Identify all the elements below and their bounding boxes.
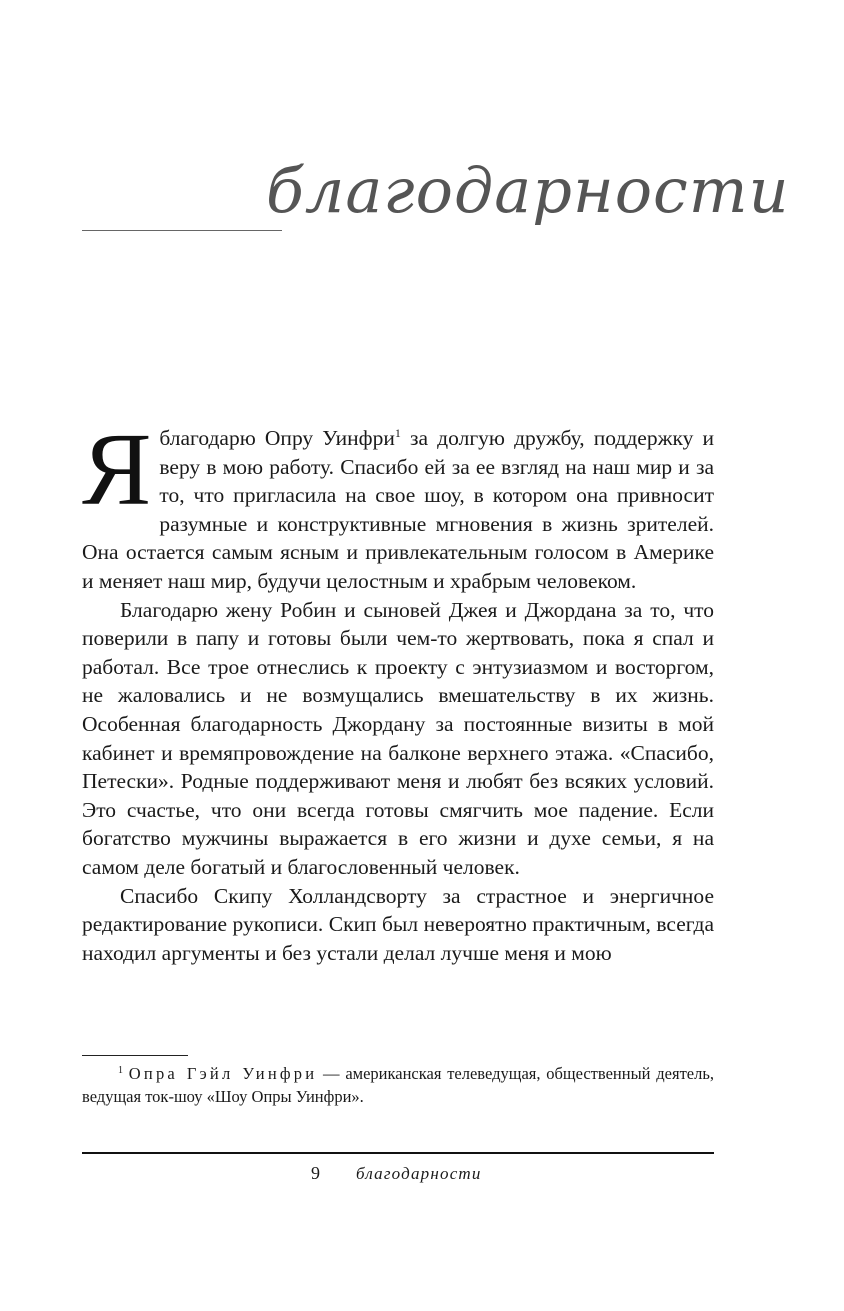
footer-rule bbox=[82, 1152, 714, 1154]
paragraph-2: Благодарю жену Робин и сыновей Джея и Джордана за то, что поверили в папу и готовы были чем-то жертвовать, пока я спал и работал. Все трое отнеслись к проекту с энтузиазмом и восторгом, не жаловались и не возмущались вмешательству в их жизнь. Особенная благодарность Джордану за постоянные визиты в мой кабинет и времяпровождение на балконе верхнего этажа. «Спасибо, Петески». Родные поддерживают меня и любят без всяких условий. Это счастье, что они всегда готовы смягчить мое падение. Если богатство мужчины выражается в его жизни и духе семьи, я на самом деле богатый и благословенный человек. bbox=[82, 597, 714, 879]
paragraph-1 bbox=[82, 412, 714, 596]
footnote-name: Опра Гэйл Уинфри bbox=[128, 1064, 318, 1083]
footnote-rule bbox=[82, 1055, 188, 1056]
footnote-marker: 1 bbox=[118, 1065, 123, 1076]
body-text bbox=[82, 412, 714, 967]
drop-cap: Я bbox=[82, 412, 152, 527]
footnote-text: — американская телеведущая, общественный деятель, ведущая ток-шоу «Шоу Опры Уинфри». bbox=[82, 1064, 715, 1106]
footnote-reference[interactable]: 1 bbox=[394, 426, 401, 440]
chapter-title-rule bbox=[82, 230, 282, 231]
footnote bbox=[82, 1062, 714, 1108]
chapter-title: благодарности bbox=[266, 154, 790, 227]
paragraph-1-rest: за долгую дружбу, поддержку и веру в мою работу. Спасибо ей за ее взгляд на наш мир и за то, что пригласила на свое шоу, в котором она привносит разумные и конструктивные мгновения в жизнь зрителей. Она остается самым ясным и привлекательным голосом в Америке и меняет наш мир, будучи целостным и храбрым человеком. bbox=[82, 426, 714, 593]
page-number: 9 bbox=[311, 1163, 320, 1183]
paragraph-1-lead: благодарю Опру Уинфри bbox=[159, 426, 395, 450]
running-head: благодарности bbox=[356, 1164, 482, 1183]
paragraph-3: Спасибо Скипу Холландсворту за страстное и энергичное редактирование рукописи. Скип был невероятно практичным, всегда находил аргументы и без устали делал лучше меня и мою bbox=[82, 883, 714, 965]
